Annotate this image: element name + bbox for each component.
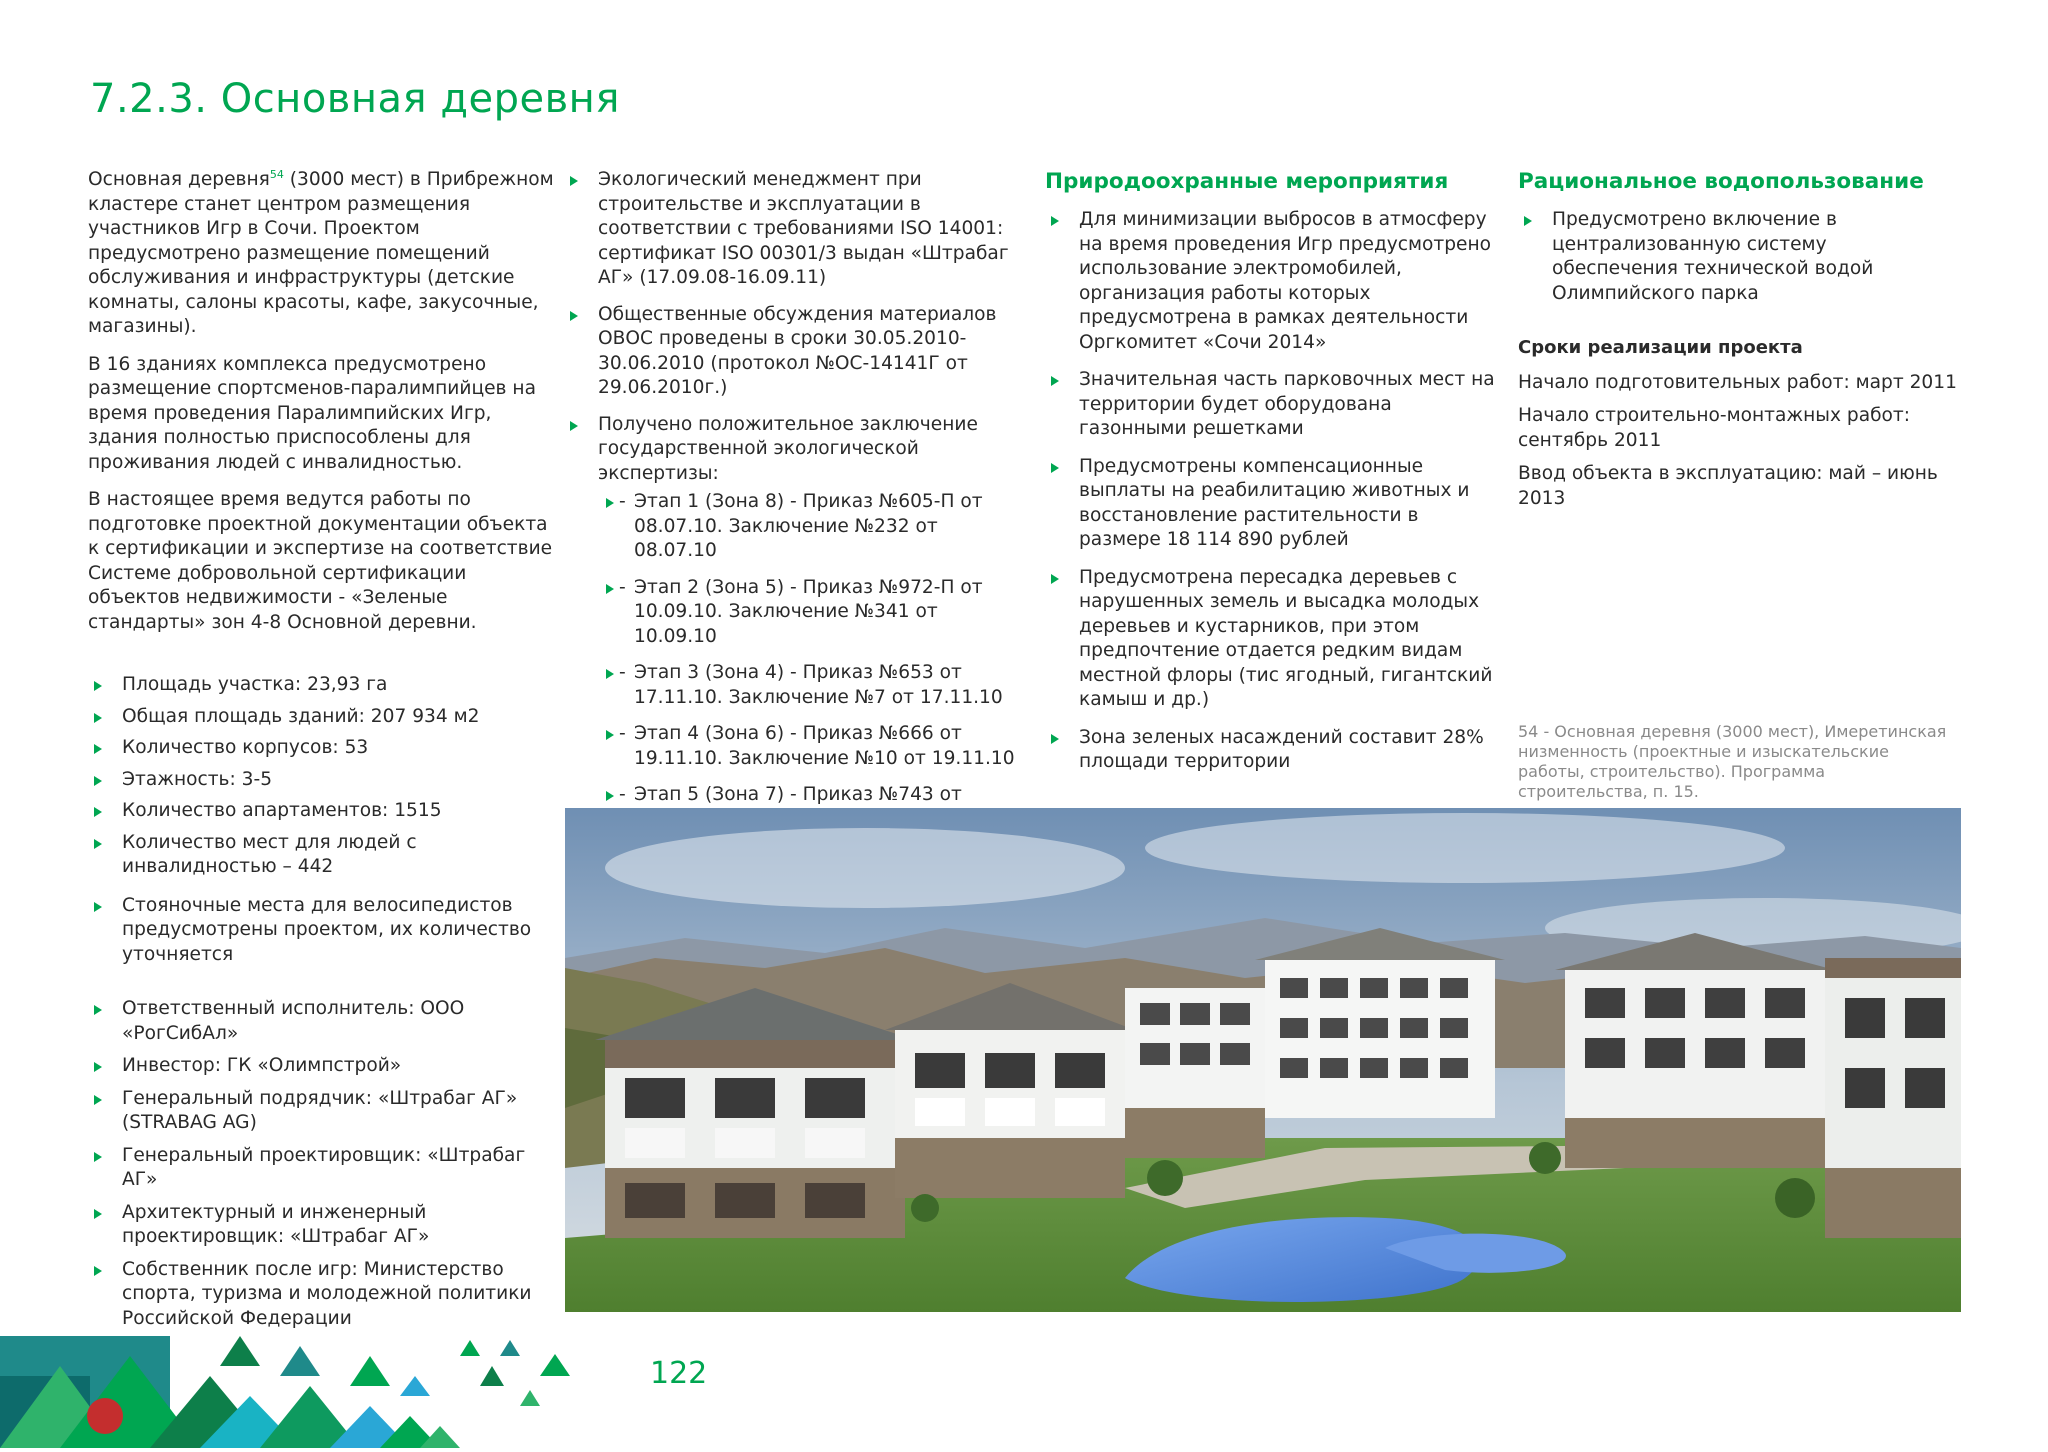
water-list <box>1518 208 1958 306</box>
list-item: Для минимизации выбросов в атмосферу на время проведения Игр предусмотрено использование электромобилей, организация работы которых предусмотрена в рамках деятельности Оргкомитет «Сочи 2014» <box>1045 208 1503 355</box>
list-item: Предусмотрена пересадка деревьев с нарушенных земель и высадка молодых деревьев и кустарников, при этом предпочтение отдается редким видам местной флоры (тис ягодный, гигантский камыш и др.) <box>1045 566 1503 713</box>
list-item: Инвестор: ГК «Олимпстрой» <box>88 1054 556 1079</box>
stage-item: - Этап 3 (Зона 4) - Приказ №653 от 17.11.10. Заключение №7 от 17.11.10 <box>606 661 1025 710</box>
footnote: 54 - Основная деревня (3000 мест), Имеретинская низменность (проектные и изыскательские работы, строительство). Программа строительства, п. 15. <box>1518 722 1947 801</box>
village-rendering-image <box>565 808 1961 1312</box>
list-item: Общественные обсуждения материалов ОВОС проведены в сроки 30.05.2010-30.06.2010 (протокол №ОС-14141Г от 29.06.2010г.) <box>570 303 1025 401</box>
list-item: Предусмотрено включение в централизованную систему обеспечения технической водой Олимпийского парка <box>1518 208 1958 306</box>
page-title: 7.2.3. Основная деревня <box>90 76 620 122</box>
ecology-management-column <box>570 168 1025 844</box>
intro-column <box>88 168 556 1339</box>
list-item: Значительная часть парковочных мест на территории будет оборудована газонными решетками <box>1045 368 1503 442</box>
intro-paragraph <box>88 168 556 340</box>
intro-text-cont: (3000 мест) в Прибрежном кластере станет центром размещения участников Игр в Сочи. Проектом предусмотрено размещение помещений обслуживания и инфраструктуры (детские комнаты, салоны красоты, кафе, закусочные, магазины). <box>88 169 554 337</box>
paralympic-paragraph: В 16 зданиях комплекса предусмотрено размещение спортсменов-паралимпийцев на время проведения Паралимпийских Игр, здания полностью приспособлены для проживания людей с инвалидностью. <box>88 353 536 473</box>
list-item: Количество мест для людей с инвалидностью – 442 <box>88 831 556 880</box>
stage-text: Этап 3 (Зона 4) - Приказ №653 от 17.11.10. Заключение №7 от 17.11.10 <box>634 662 1003 708</box>
certification-paragraph: В настоящее время ведутся работы по подготовке проектной документации объекта к сертификации и экспертизе на соответствие Системе добровольной сертификации объектов недвижимости - «Зеленые стандарты» зон 4-8 Основной деревни. <box>88 489 553 633</box>
footnote-ref[interactable]: 54 <box>269 168 284 181</box>
section-title: Рациональное водопользование <box>1518 169 1924 194</box>
list-item: Генеральный подрядчик: «Штрабаг АГ» (STRABAG AG) <box>88 1087 556 1136</box>
list-item: Экологический менеджмент при строительстве и эксплуатации в соответствии с требованиями ISO 14001: сертификат ISO 00301/3 выдан «Штрабаг АГ» (17.09.08-16.09.11) <box>570 168 1025 291</box>
stage-text: Этап 2 (Зона 5) - Приказ №972-П от 10.09.10. Заключение №341 от 10.09.10 <box>634 576 983 647</box>
section-title: Природоохранные мероприятия <box>1045 169 1449 194</box>
list-item: Стояночные места для велосипедистов предусмотрены проектом, их количество уточняется <box>88 894 556 968</box>
stage-item: - Этап 4 (Зона 6) - Приказ №666 от 19.11.10. Заключение №10 от 19.11.10 <box>606 722 1025 771</box>
list-item: Архитектурный и инженерный проектировщик: «Штрабаг АГ» <box>88 1201 556 1250</box>
list-item: Зона зеленых насаждений составит 28% площади территории <box>1045 726 1503 775</box>
stages-list <box>598 490 1025 832</box>
water-column <box>1518 168 1958 520</box>
list-item: Количество апартаментов: 1515 <box>88 799 556 824</box>
list-item: Генеральный проектировщик: «Штрабаг АГ» <box>88 1144 556 1193</box>
stage-item: - Этап 1 (Зона 8) - Приказ №605-П от 08.07.10. Заключение №232 от 08.07.10 <box>606 490 1025 564</box>
stage-text: Этап 1 (Зона 8) - Приказ №605-П от 08.07.10. Заключение №232 от 08.07.10 <box>634 491 983 561</box>
stage-text: Этап 5 (Зона 7) - Приказ №743 от <box>634 784 962 805</box>
participants-list <box>88 997 556 1331</box>
term-line: Начало подготовительных работ: март 2011 <box>1518 371 1957 393</box>
list-item: Площадь участка: 23,93 га <box>88 673 556 698</box>
page-number: 122 <box>650 1356 708 1391</box>
list-item: Количество корпусов: 53 <box>88 736 556 761</box>
list-item: Предусмотрены компенсационные выплаты на реабилитацию животных и восстановление растительности в размере 18 114 890 рублей <box>1045 455 1503 553</box>
list-item <box>570 413 1025 833</box>
term-line: Ввод объекта в эксплуатацию: май – июнь 2013 <box>1518 463 1938 509</box>
intro-text: Основная деревня <box>88 169 270 190</box>
stage-item: - Этап 5 (Зона 7) - Приказ №743 от <box>606 783 1025 832</box>
list-item: Собственник после игр: Министерство спорта, туризма и молодежной политики Российской Федерации <box>88 1258 556 1332</box>
parameters-list <box>88 673 556 880</box>
term-line: Начало строительно-монтажных работ: сентябрь 2011 <box>1518 405 1911 451</box>
environment-list <box>1045 208 1503 775</box>
stage-text: Этап 4 (Зона 6) - Приказ №666 от 19.11.10. Заключение №10 от 19.11.10 <box>634 723 1015 769</box>
ecology-list <box>570 168 1025 832</box>
terms-title: Сроки реализации проекта <box>1518 337 1803 358</box>
decorative-ornament <box>0 1336 600 1448</box>
stage-item: - Этап 2 (Зона 5) - Приказ №972-П от 10.09.10. Заключение №341 от 10.09.10 <box>606 576 1025 650</box>
list-item: Ответственный исполнитель: ООО «РогСибАл» <box>88 997 556 1046</box>
environment-column <box>1045 168 1503 788</box>
list-item: Общая площадь зданий: 207 934 м2 <box>88 705 556 730</box>
bike-parking-list <box>88 894 556 968</box>
list-item: Этажность: 3-5 <box>88 768 556 793</box>
expertise-text: Получено положительное заключение государственной экологической экспертизы: <box>598 413 978 484</box>
